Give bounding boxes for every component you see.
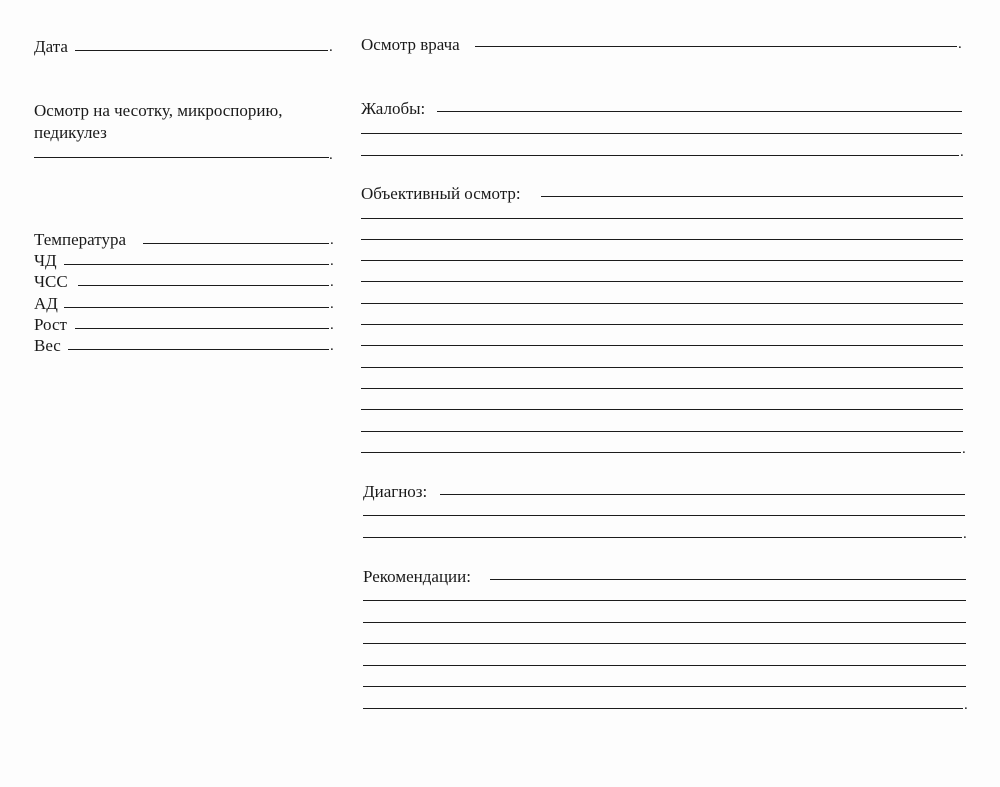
- resp-rate-label: ЧД: [34, 251, 57, 270]
- date-period: .: [329, 39, 333, 55]
- recommendations-field-line[interactable]: [490, 579, 966, 580]
- height-field[interactable]: [75, 328, 329, 329]
- objective-exam-field-line[interactable]: [361, 218, 963, 219]
- resp-rate-period: .: [330, 253, 334, 269]
- complaints-field-line[interactable]: [361, 155, 959, 156]
- heart-rate-field[interactable]: [78, 285, 329, 286]
- diagnosis-period: .: [963, 526, 967, 542]
- recommendations-label: Рекомендации:: [363, 567, 471, 586]
- recommendations-field-line[interactable]: [363, 708, 963, 709]
- scabies-exam-period: .: [329, 147, 333, 163]
- recommendations-field-line[interactable]: [363, 686, 966, 687]
- objective-exam-field-line[interactable]: [361, 303, 963, 304]
- heart-rate-period: .: [330, 274, 334, 290]
- doctor-exam-label: Осмотр врача: [361, 35, 460, 54]
- objective-exam-field-line[interactable]: [361, 388, 963, 389]
- diagnosis-field-line[interactable]: [363, 537, 962, 538]
- doctor-exam-field[interactable]: [475, 46, 957, 47]
- objective-exam-field-line[interactable]: [361, 324, 963, 325]
- scabies-exam-field[interactable]: [34, 157, 329, 158]
- objective-exam-field-line[interactable]: [361, 345, 963, 346]
- weight-label: Вес: [34, 336, 61, 355]
- height-period: .: [330, 317, 334, 333]
- complaints-label: Жалобы:: [361, 99, 426, 118]
- diagnosis-field-line[interactable]: [363, 515, 965, 516]
- objective-exam-field-line[interactable]: [361, 260, 963, 261]
- objective-exam-period: .: [962, 441, 966, 457]
- doctor-exam-period: .: [958, 36, 962, 52]
- temperature-label: Температура: [34, 230, 127, 249]
- temperature-period: .: [330, 232, 334, 248]
- resp-rate-field[interactable]: [64, 264, 329, 265]
- weight-period: .: [330, 338, 334, 354]
- height-label: Рост: [34, 315, 67, 334]
- recommendations-period: .: [964, 697, 968, 713]
- objective-exam-field-line[interactable]: [361, 409, 963, 410]
- scabies-exam-label-line2: педикулез: [34, 123, 107, 142]
- heart-rate-label: ЧСС: [34, 272, 68, 291]
- complaints-field-line[interactable]: [361, 133, 962, 134]
- blood-pressure-label: АД: [34, 294, 58, 313]
- objective-exam-field-line[interactable]: [361, 452, 961, 453]
- recommendations-field-line[interactable]: [363, 622, 966, 623]
- date-label: Дата: [34, 37, 68, 56]
- scabies-exam-label-line1: Осмотр на чесотку, микроспорию,: [34, 101, 283, 120]
- temperature-field[interactable]: [143, 243, 329, 244]
- objective-exam-field-line[interactable]: [361, 239, 963, 240]
- objective-exam-label: Объективный осмотр:: [361, 184, 521, 203]
- recommendations-field-line[interactable]: [363, 665, 966, 666]
- recommendations-field-line[interactable]: [363, 643, 966, 644]
- date-field[interactable]: [75, 50, 328, 51]
- objective-exam-field-line[interactable]: [361, 281, 963, 282]
- diagnosis-label: Диагноз:: [363, 482, 428, 501]
- complaints-field-line[interactable]: [437, 111, 962, 112]
- objective-exam-field-line[interactable]: [361, 431, 963, 432]
- complaints-period: .: [960, 144, 964, 160]
- diagnosis-field-line[interactable]: [440, 494, 965, 495]
- weight-field[interactable]: [68, 349, 329, 350]
- objective-exam-field-line[interactable]: [361, 367, 963, 368]
- objective-exam-field-line[interactable]: [541, 196, 963, 197]
- blood-pressure-period: .: [330, 296, 334, 312]
- recommendations-field-line[interactable]: [363, 600, 966, 601]
- blood-pressure-field[interactable]: [64, 307, 329, 308]
